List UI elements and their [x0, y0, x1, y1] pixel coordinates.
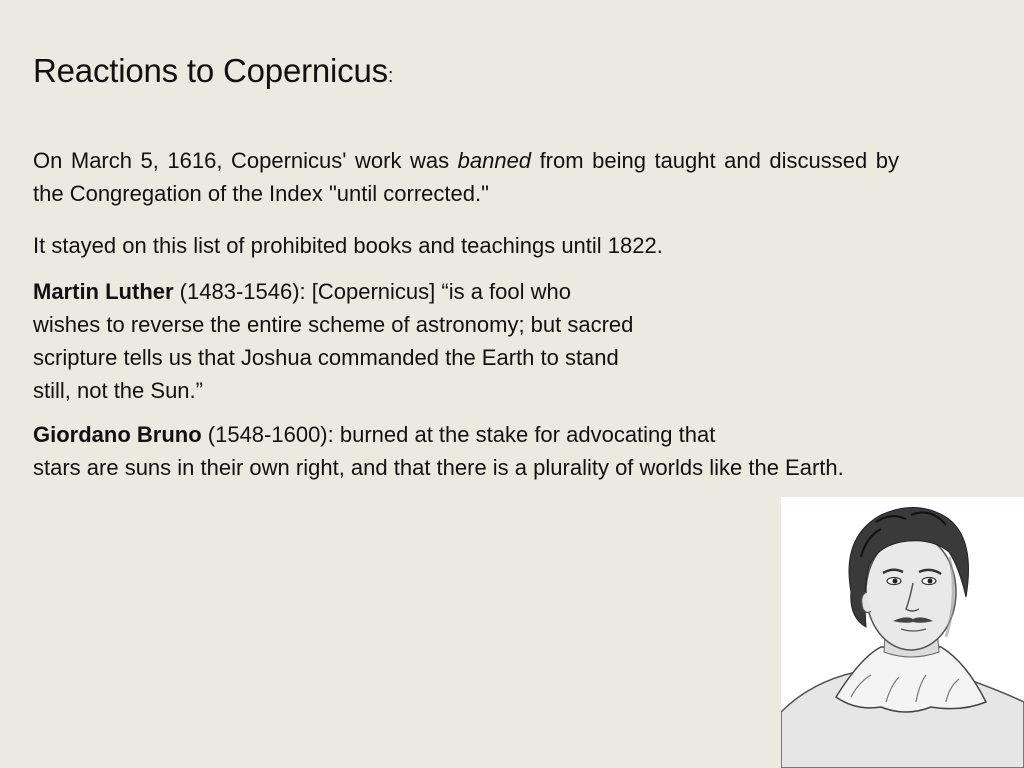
bruno-name: Giordano Bruno — [33, 422, 202, 447]
bruno-line-1-text: (1548-1600): burned at the stake for advocating that — [201, 422, 716, 447]
bruno-line-1 — [33, 422, 715, 447]
luther-name: Martin Luther — [33, 279, 174, 304]
luther-line-1-text: (1483-1546): [Copernicus] “is a fool who — [173, 279, 571, 304]
paragraph-luther — [33, 275, 793, 407]
slide-title-text: Reactions to Copernicus — [33, 52, 388, 89]
slide-title — [33, 52, 393, 90]
luther-line-2: wishes to reverse the entire scheme of astronomy; but sacred — [33, 312, 634, 337]
luther-line-1 — [33, 279, 571, 304]
paragraph-ban-after: from being taught and discussed by the Congregation of the Index "until corrected." — [33, 148, 899, 206]
paragraph-ban-before: On March 5, 1616, Copernicus' work was — [33, 148, 458, 173]
paragraph-ban — [33, 144, 899, 210]
paragraph-ban-emphasis: banned — [457, 148, 532, 173]
bruno-line-3: like the Earth. — [709, 455, 844, 480]
bruno-line-2: stars are suns in their own right, and that there is a plurality of worlds — [33, 455, 704, 480]
giordano-bruno-portrait — [781, 497, 1024, 768]
luther-line-4: still, not the Sun.” — [33, 378, 203, 403]
luther-line-3: scripture tells us that Joshua commanded the Earth to stand — [33, 345, 619, 370]
slide-title-colon: : — [387, 65, 394, 87]
paragraph-prohibited-list: It stayed on this list of prohibited books and teachings until 1822. — [33, 233, 663, 258]
paragraph-bruno — [33, 418, 853, 484]
